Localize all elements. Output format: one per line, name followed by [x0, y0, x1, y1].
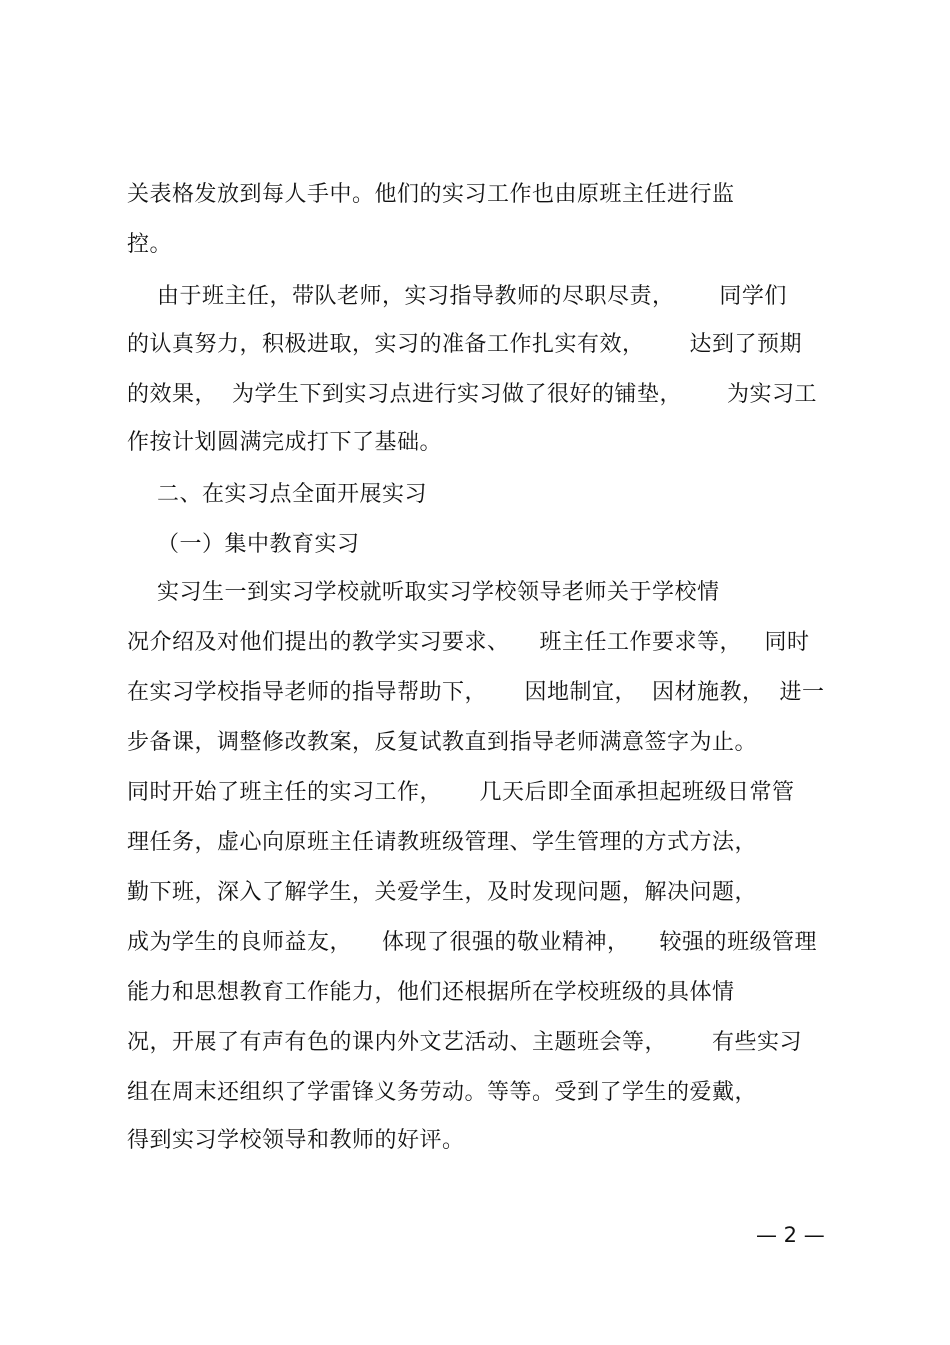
text-line: 得到实习学校领导和教师的好评。 — [127, 1128, 465, 1153]
text-line: 况介绍及对他们提出的教学实习要求、 班主任工作要求等， 同时 — [127, 630, 810, 655]
text-line: 步备课，调整修改教案，反复试教直到指导老师满意签字为止。 — [127, 730, 758, 755]
text-line: 作按计划圆满完成打下了基础。 — [127, 430, 443, 455]
text-line: 组在周末还组织了学雷锋义务劳动。等等。受到了学生的爱戴， — [127, 1080, 758, 1105]
text-line: 理任务，虚心向原班主任请教班级管理、学生管理的方式方法， — [127, 830, 758, 855]
text-line: 同时开始了班主任的实习工作， 几天后即全面承担起班级日常管 — [127, 780, 795, 805]
text-line: 能力和思想教育工作能力，他们还根据所在学校班级的具体情 — [127, 980, 735, 1005]
text-line: 在实习学校指导老师的指导帮助下， 因地制宜， 因材施教， 进一 — [127, 680, 825, 705]
text-line: 关表格发放到每人手中。他们的实习工作也由原班主任进行监 — [127, 182, 735, 207]
page-number: — 2 — — [756, 1223, 825, 1247]
text-line: 勤下班，深入了解学生，关爱学生，及时发现问题，解决问题， — [127, 880, 758, 905]
text-line: 的认真努力，积极进取，实习的准备工作扎实有效， 达到了预期 — [127, 332, 802, 357]
text-line: 成为学生的良师益友， 体现了很强的敬业精神， 较强的班级管理 — [127, 930, 817, 955]
subsection-heading: （一）集中教育实习 — [127, 532, 360, 557]
text-line: 实习生一到实习学校就听取实习学校领导老师关于学校情 — [127, 580, 720, 605]
section-heading: 二、在实习点全面开展实习 — [127, 482, 427, 507]
text-line: 由于班主任，带队老师，实习指导教师的尽职尽责， 同学们 — [127, 284, 787, 309]
text-line: 控。 — [127, 232, 173, 257]
text-line: 况，开展了有声有色的课内外文艺活动、主题班会等， 有些实习 — [127, 1030, 802, 1055]
text-line: 的效果， 为学生下到实习点进行实习做了很好的铺垫， 为实习工 — [127, 382, 817, 407]
